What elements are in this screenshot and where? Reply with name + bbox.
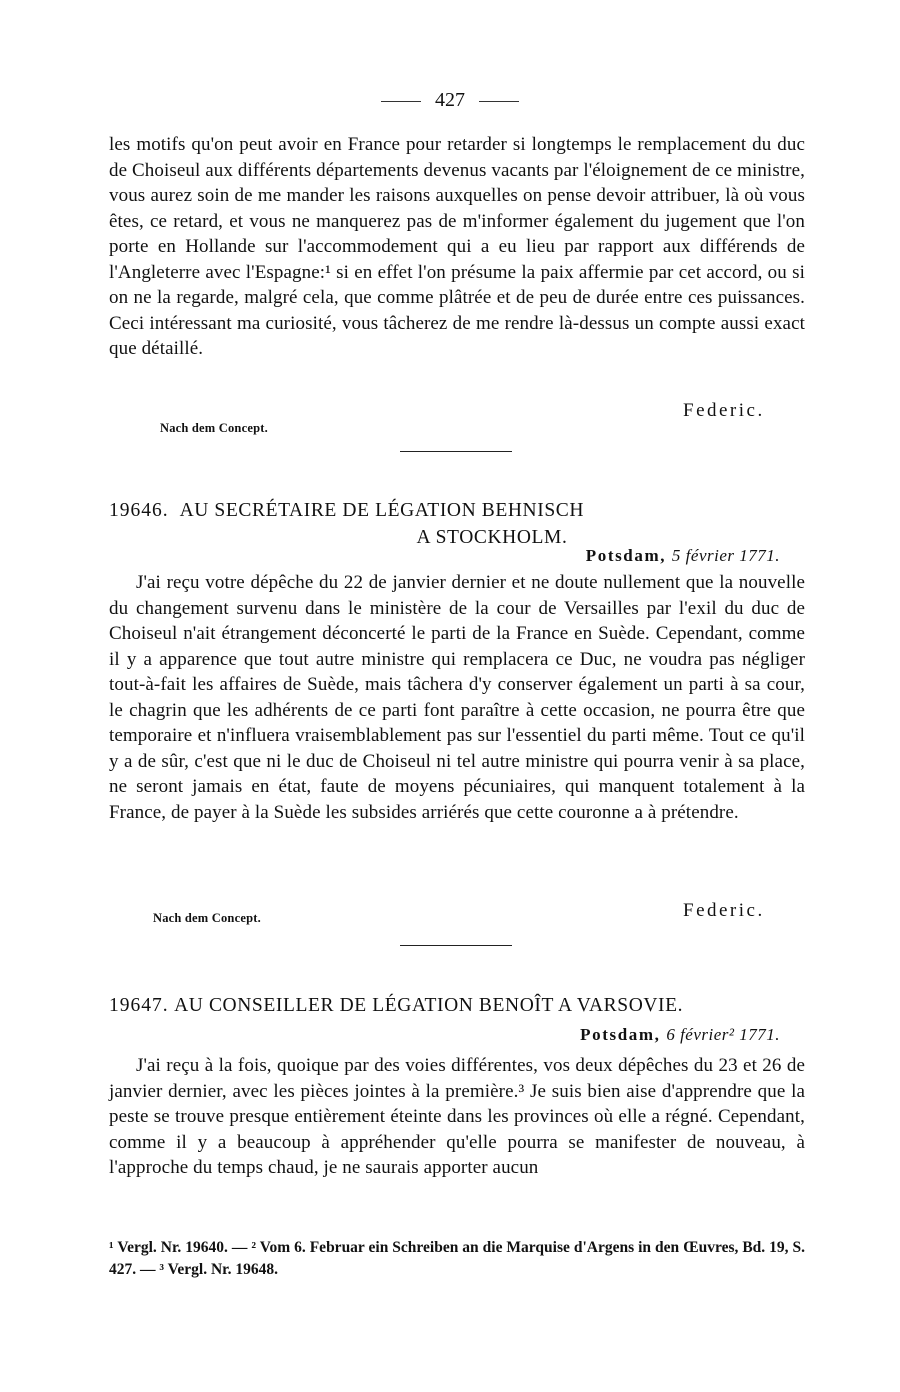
- header-dash-right: [479, 101, 519, 102]
- signature-1: Federic.: [683, 400, 765, 421]
- signature-2: Federic.: [683, 900, 765, 921]
- page-header: [0, 86, 900, 114]
- header-dash-left: [381, 101, 421, 102]
- letter-title-line1: AU SECRÉTAIRE DE LÉGATION BEHNISCH: [179, 500, 585, 521]
- letter-title-line2: A STOCKHOLM.: [416, 527, 568, 548]
- letter-19646: [109, 570, 805, 825]
- continued-letter-body: les motifs qu'on peut avoir en France pour retarder si longtemps le remplacement du duc de Choiseul aux différents départements devenus vacants par l'éloignement de ce ministre, vous aurez soin de me mander les raisons auxquelles on pense devoir attribuer, là où vous êtes, ce retard, et vous ne manquerez pas de m'informer également du jugement que l'on porte en Hollande sur l'accommodement qui a eu lieu par rapport aux différends de l'Angleterre avec l'Espagne:¹ si en effet l'on présume la paix affermie par cet accord, ou si on ne la regarde, malgré cela, que comme plâtrée et de peu de durée entre ces puissances. Ceci intéressant ma curiosité, vous tâcherez de me rendre là-dessus un compte aussi exact que détaillé.: [109, 134, 805, 359]
- letter-heading-19647: [109, 992, 805, 1019]
- place-19647: Potsdam,: [580, 1025, 661, 1044]
- letter-19647-body: J'ai reçu à la fois, quoique par des voies différentes, vos deux dépêches du 23 et 26 de janvier dernier, avec les pièces jointes à la première.³ Je suis bien aise d'apprendre que la peste se trouve presque entièrement éteinte dans les provinces où elle a régné. Cependant, comme il y a beaucoup à appréhender qu'elle pourra se manifester de nouveau, à l'approche du temps chaud, je ne saurais apporter aucun: [109, 1055, 805, 1178]
- continued-letter: [109, 132, 805, 362]
- letter-heading-19646: [109, 497, 805, 551]
- letter-number-19647: 19647.: [109, 995, 169, 1016]
- place-date-19646: [586, 546, 780, 566]
- place-date-19647: [580, 1025, 780, 1045]
- place-19646: Potsdam,: [585, 546, 667, 565]
- letter-number-19646: 19646.: [109, 500, 169, 521]
- section-divider-2: [400, 945, 512, 946]
- letter-title-19647: AU CONSEILLER DE LÉGATION BENOÎT A VARSOVIE.: [174, 995, 684, 1016]
- date-19647: 6 février² 1771.: [666, 1025, 780, 1044]
- letter-19646-body: J'ai reçu votre dépêche du 22 de janvier dernier et ne doute nullement que la nouvelle du changement survenu dans le ministère de la cour de Versailles par l'exil du duc de Choiseul n'ait étrangement déconcerté le parti de la France en Suède. Cependant, comme il y a apparence que tout autre ministre qui remplacera ce Duc, ne voudra pas négliger tout-à-fait les affaires de Suède, mais tâchera d'y conserver également un parti à sa cour, le chagrin que les adhérents de ce parti font paraître à cette occasion, ne pourra être que temporaire et n'influera vraisemblablement pas sur l'essentiel du parti même. Tout ce qu'il y a de sûr, c'est que ni le duc de Choiseul ni tel autre ministre qui pourra venir à sa place, ne seront jamais en état, faute de moyens pécuniaires, qui manquent totalement à la France, de payer à la Suède les subsides arriérés que cette couronne a à prétendre.: [109, 572, 805, 823]
- section-divider-1: [400, 451, 512, 452]
- source-note-2: Nach dem Concept.: [153, 911, 261, 925]
- page-number: 427: [435, 89, 465, 111]
- letter-19647: [109, 1053, 805, 1181]
- source-note-1: Nach dem Concept.: [160, 421, 268, 435]
- date-19646: 5 février 1771.: [671, 546, 780, 565]
- footnotes: ¹ Vergl. Nr. 19640. — ² Vom 6. Februar ein Schreiben an die Marquise d'Argens in den Œuvres, Bd. 19, S. 427. — ³ Vergl. Nr. 19648.: [109, 1239, 805, 1278]
